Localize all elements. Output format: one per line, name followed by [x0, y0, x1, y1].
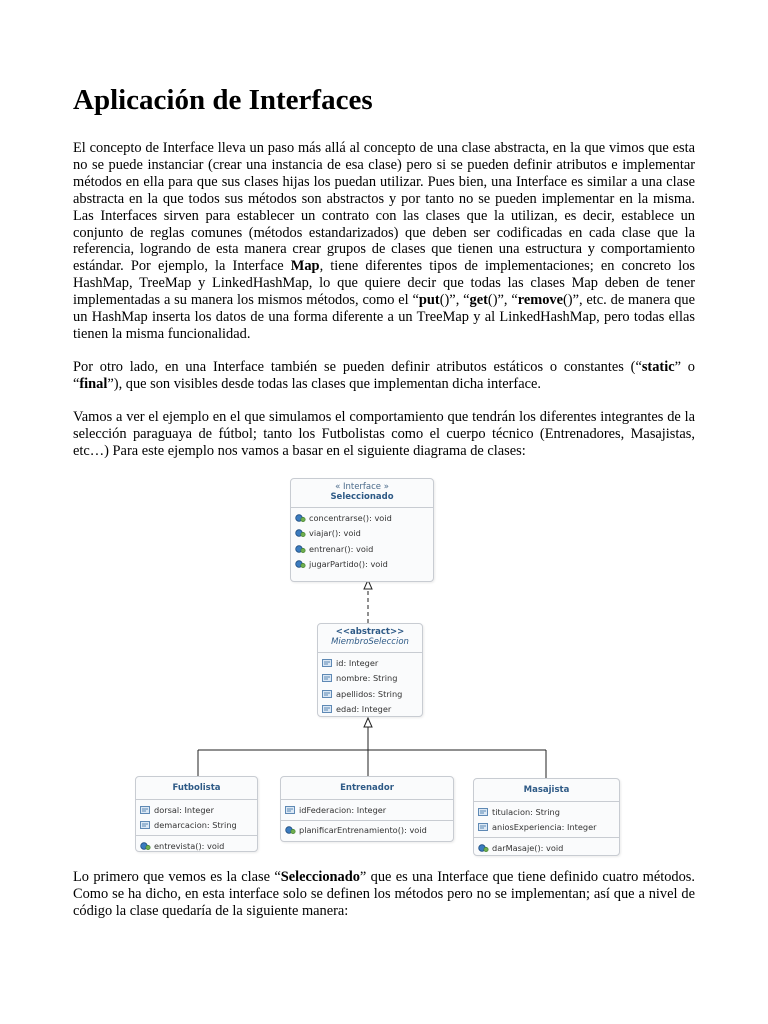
text-run: ()”, “: [439, 292, 470, 309]
member-label: aniosExperiencia: Integer: [492, 822, 597, 833]
class-entrenador: [280, 776, 454, 842]
method-icon: [295, 559, 306, 569]
member-label: dorsal: Integer: [154, 804, 214, 815]
class-seleccionado: [290, 478, 434, 582]
page-title: Aplicación de Interfaces: [73, 84, 373, 116]
bold-term: put: [418, 292, 440, 309]
bold-term: Map: [290, 258, 320, 275]
attribute-row: [318, 671, 422, 687]
paragraph-example-intro: [73, 409, 695, 460]
member-label: edad: Integer: [336, 704, 392, 715]
member-label: concentrarse(): void: [309, 512, 392, 523]
member-label: entrevista(): void: [154, 840, 225, 851]
method-icon: [295, 544, 306, 554]
stereotype-label: « Interface »: [335, 482, 389, 492]
member-label: demarcacion: String: [154, 820, 237, 831]
attribute-row: [474, 820, 619, 836]
paragraph-seleccionado-intro: [73, 869, 695, 920]
class-diagram: [0, 470, 768, 865]
member-label: titulacion: String: [492, 806, 560, 817]
text-run: Lo primero que vemos es la clase “: [73, 869, 281, 885]
text-run: ()”, “: [487, 292, 518, 309]
text-run: Vamos a ver el ejemplo en el que simulamos el comportamiento que tendrán los diferentes integrantes de la selección paraguaya de fútbol; tanto los Futbolistas como el cuerpo técnico (Entrenadores, Masajistas, etc…) Para este ejemplo nos vamos a basar en el siguiente diagrama de clases:: [73, 409, 695, 459]
member-label: darMasaje(): void: [492, 842, 564, 853]
text-run: ” o “: [73, 359, 695, 392]
attribute-icon: [478, 822, 489, 832]
generalization-arrowhead: [364, 718, 372, 727]
class-miembro-seleccion: [317, 623, 423, 717]
member-label: nombre: String: [336, 673, 398, 684]
method-icon: [478, 843, 489, 853]
attribute-icon: [322, 658, 333, 668]
attribute-icon: [322, 689, 333, 699]
member-label: viajar(): void: [309, 528, 361, 539]
class-name: Entrenador: [340, 783, 394, 793]
member-label: idFederacion: Integer: [299, 804, 387, 815]
member-label: planificarEntrenamiento(): void: [299, 825, 427, 836]
member-label: entrenar(): void: [309, 543, 374, 554]
bold-term: remove: [517, 292, 563, 309]
class-name: Masajista: [523, 785, 570, 795]
bold-term: get: [469, 292, 488, 309]
method-icon: [285, 825, 296, 835]
member-label: jugarPartido(): void: [309, 559, 388, 570]
attribute-row: [318, 702, 422, 718]
method-row: [474, 840, 619, 856]
attribute-row: [136, 802, 257, 818]
attribute-row: [318, 655, 422, 671]
text-run: Por otro lado, en una Interface también se pueden definir atributos estáticos o constantes (“: [73, 359, 642, 375]
text-run: ()”, etc. de manera que un HashMap inserta los datos de una forma diferente a un TreeMap y al LinkedHashMap, pero todas ellas tienen la misma funcionalidad.: [73, 292, 696, 342]
paragraph-interface-concept: [73, 140, 695, 343]
attribute-row: [318, 686, 422, 702]
method-icon: [140, 841, 151, 851]
stereotype-label: <<abstract>>: [335, 627, 405, 637]
text-run: ” que es una Interface que tiene definido cuatro métodos. Como se ha dicho, en esta interface solo se definen los métodos pero no se implementan; así que a nivel de código la clase quedaría de la siguiente manera:: [73, 869, 696, 919]
attribute-icon: [478, 807, 489, 817]
attribute-icon: [322, 673, 333, 683]
attribute-row: [281, 802, 453, 818]
method-row: [281, 823, 453, 839]
method-row: [291, 510, 433, 526]
method-row: [291, 541, 433, 557]
class-name: Futbolista: [172, 783, 221, 793]
class-futbolista: [135, 776, 258, 852]
bold-term: Seleccionado: [280, 869, 360, 885]
attribute-icon: [322, 704, 333, 714]
method-row: [291, 557, 433, 573]
member-label: id: Integer: [336, 657, 379, 668]
attribute-icon: [285, 805, 296, 815]
bold-term: static: [641, 359, 675, 375]
class-masajista: [473, 778, 620, 856]
attribute-row: [474, 804, 619, 820]
text-run: El concepto de Interface lleva un paso más allá al concepto de una clase abstracta, en la que vimos que esta no se puede instanciar (crear una instancia de esa clase) pero si se pueden definir atributos e implementar métodos en ella para que sus clases hijas los puedan utilizar. Pues bien, una Interface es similar a una clase abstracta en la que todos sus métodos son abstractos y por tanto no se pueden implementar en la misma. Las Interfaces sirven para establecer un contrato con las clases que la utilizan, es decir, establece un conjunto de reglas comunes (métodos estandarizados) que deben ser codificadas en cada clase que la referencia, logrando de esta manera crear grupos de clases que tienen una estructura y comportamiento estándar. Por ejemplo, la Interface: [73, 140, 695, 275]
attribute-icon: [140, 820, 151, 830]
bold-term: final: [79, 375, 108, 392]
attribute-icon: [140, 805, 151, 815]
method-row: [291, 526, 433, 542]
method-icon: [295, 513, 306, 523]
method-icon: [295, 528, 306, 538]
text-run: ”), que son visibles desde todas las clases que implementan dicha interface.: [107, 375, 541, 392]
class-name: MiembroSeleccion: [331, 637, 409, 647]
member-label: apellidos: String: [336, 688, 403, 699]
attribute-row: [136, 818, 257, 834]
class-name: Seleccionado: [330, 492, 394, 502]
paragraph-static-final: [73, 359, 695, 393]
method-row: [136, 838, 257, 854]
text-run: , tiene diferentes tipos de implementaciones; en concreto los HashMap, TreeMap y LinkedHashMap, lo que quiere decir que todas las clases Map deben de tener implementadas a su manera los mismos métodos, como el “: [73, 258, 695, 309]
